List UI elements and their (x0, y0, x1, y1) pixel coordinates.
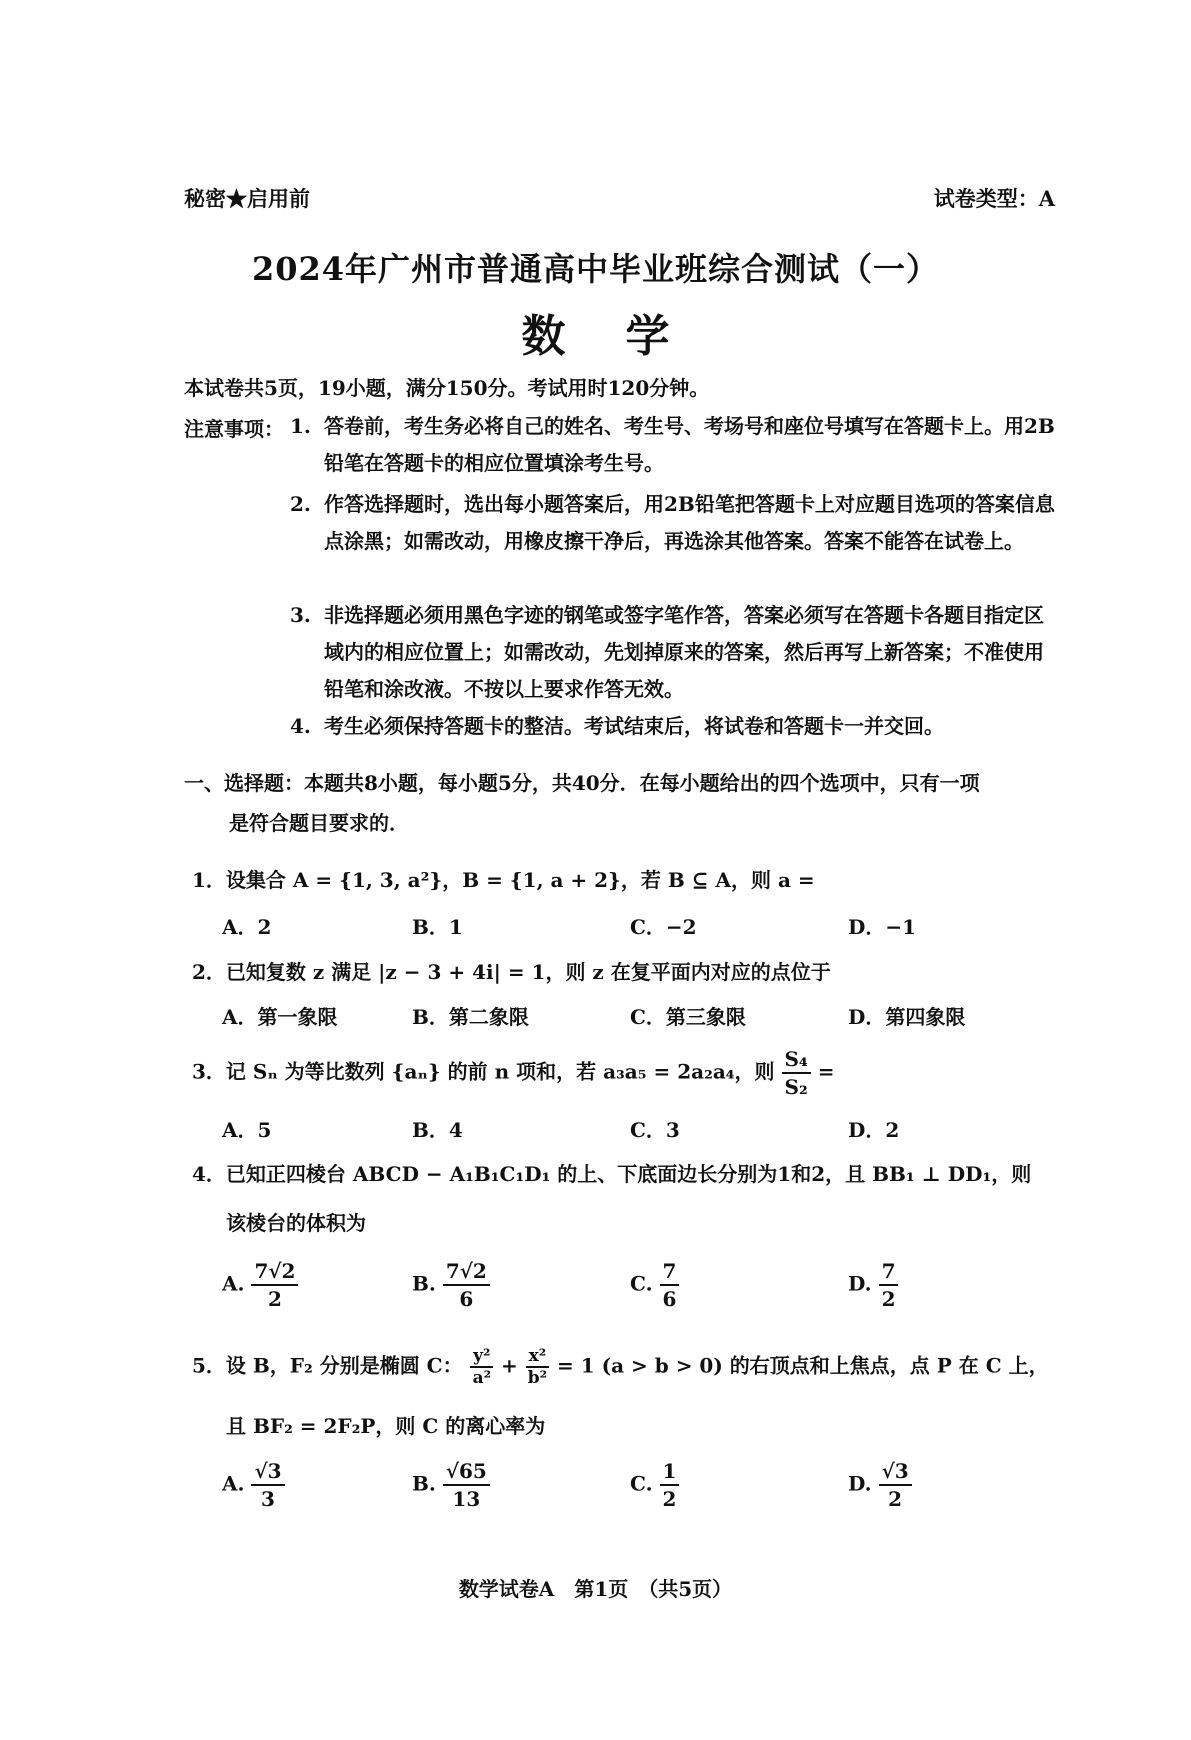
fraction-numerator: x² (526, 1346, 550, 1368)
q1-option-c: C．−2 (630, 915, 697, 939)
option-label: C. (630, 1271, 653, 1296)
q3-ratio-fraction (782, 1046, 811, 1100)
option-label: D. (848, 1471, 872, 1496)
q1-option-a: A．2 (222, 915, 272, 939)
q3-option-a: A．5 (222, 1118, 272, 1142)
notice-number: 1. (290, 414, 311, 438)
notice-text: 作答选择题时，选出每小题答案后，用2B铅笔把答题卡上对应题目选项的答案信息点涂黑；如需改动，用橡皮擦干净后，再选涂其他答案。答案不能答在试卷上。 (324, 492, 1055, 553)
question-5-stem-b: = 1 (a > b > 0) 的右顶点和上焦点，点 P 在 C 上， (557, 1353, 1049, 1378)
section-head-continuation: 是符合题目要求的． (229, 811, 409, 835)
q4-option-d (848, 1258, 898, 1312)
q4-option-a (222, 1258, 298, 1312)
option-fraction (879, 1458, 912, 1512)
fraction-denominator: a² (472, 1368, 492, 1388)
q2-option-a: A．第一象限 (222, 1005, 338, 1029)
q5-option-d (848, 1458, 912, 1512)
notice-number: 4. (290, 714, 311, 738)
option-label: D. (848, 1271, 872, 1296)
q1-option-d: D．−1 (848, 915, 917, 939)
fraction-numerator: √3 (251, 1458, 284, 1486)
q2-option-b: B．第二象限 (412, 1005, 529, 1029)
option-fraction (660, 1458, 680, 1512)
question-3-stem: 3．记 Sₙ 为等比数列 {aₙ} 的前 n 项和，若 a₃a₅ = 2a₂a₄，则 (192, 1059, 775, 1084)
ellipse-term-x (525, 1346, 550, 1388)
subject-title: 数学 (521, 311, 730, 362)
fraction-denominator: 6 (662, 1287, 677, 1311)
option-fraction (660, 1258, 680, 1312)
notice-item (290, 486, 1060, 560)
ellipse-term-y (470, 1346, 494, 1388)
question-5-stem-a: 5．设 B，F₂ 分别是椭圆 C： (192, 1353, 463, 1378)
fraction-numerator: y² (470, 1346, 493, 1368)
fraction-denominator: 6 (459, 1287, 474, 1311)
fraction-denominator: 2 (881, 1287, 896, 1311)
question-3-tail: = (817, 1059, 835, 1084)
q5-option-b (412, 1458, 490, 1512)
option-fraction (879, 1258, 899, 1312)
q3-option-b: B．4 (412, 1118, 463, 1142)
paper-type-label: 试卷类型：A (933, 186, 1055, 211)
fraction-numerator: 7√2 (443, 1258, 490, 1286)
question-4-continuation: 该棱台的体积为 (226, 1211, 366, 1235)
fraction-numerator: S₄ (782, 1046, 811, 1074)
notice-number: 3. (290, 603, 311, 627)
fraction-denominator: b² (527, 1368, 548, 1388)
question-4-stem: 4．已知正四棱台 ABCD − A₁B₁C₁D₁ 的上、下底面边长分别为1和2，且 BB₁ ⊥ DD₁，则 (192, 1162, 1032, 1186)
notice-number: 2. (290, 492, 311, 516)
option-fraction (443, 1458, 490, 1512)
notice-item (290, 408, 1060, 482)
fraction-numerator: √65 (443, 1458, 490, 1486)
option-fraction (251, 1458, 284, 1512)
fraction-denominator: S₂ (784, 1075, 808, 1099)
fraction-numerator: 7 (660, 1258, 680, 1286)
page-footer: 数学试卷A 第1页 （共5页） (458, 1577, 733, 1601)
confidential-label: 秘密★启用前 (184, 186, 310, 211)
fraction-numerator: 7 (879, 1258, 899, 1286)
notice-text: 非选择题必须用黑色字迹的钢笔或签字笔作答，答案必须写在答题卡各题目指定区域内的相应位置上；如需改动，先划掉原来的答案，然后再写上新答案；不准使用铅笔和涂改液。不按以上要求作答无效。 (324, 603, 1044, 701)
question-5-continuation: 且 BF₂ = 2F₂P，则 C 的离心率为 (226, 1414, 546, 1438)
fraction-denominator: 2 (662, 1487, 677, 1511)
fraction-denominator: 2 (267, 1287, 282, 1311)
option-label: C. (630, 1471, 653, 1496)
section-heading (184, 763, 1064, 843)
section-head-text: 一、选择题：本题共8小题，每小题5分，共40分．在每小题给出的四个选项中，只有一项 (184, 771, 980, 795)
fraction-denominator: 13 (452, 1487, 481, 1511)
fraction-numerator: √3 (879, 1458, 912, 1486)
q4-option-c (630, 1258, 679, 1312)
notice-text: 考生必须保持答题卡的整洁。考试结束后，将试卷和答题卡一并交回。 (324, 714, 944, 738)
fraction-numerator: 7√2 (251, 1258, 298, 1286)
notice-item (290, 597, 1060, 708)
question-3 (192, 1046, 834, 1100)
option-label: A. (222, 1471, 245, 1496)
q5-option-c (630, 1458, 679, 1512)
q5-option-a (222, 1458, 285, 1512)
question-1-stem: 1．设集合 A = {1, 3, a²}，B = {1, a + 2}，若 B ⊆ A，则 a = (192, 868, 815, 892)
fraction-numerator: 1 (660, 1458, 680, 1486)
notice-text: 答卷前，考生务必将自己的姓名、考生号、考场号和座位号填写在答题卡上。用2B铅笔在答题卡的相应位置填涂考生号。 (324, 414, 1055, 475)
exam-intro: 本试卷共5页，19小题，满分150分。考试用时120分钟。 (184, 376, 710, 400)
exam-title: 2024年广州市普通高中毕业班综合测试（一） (251, 250, 940, 288)
fraction-denominator: 2 (888, 1487, 903, 1511)
fraction-denominator: 3 (261, 1487, 275, 1511)
q3-option-c: C．3 (630, 1118, 680, 1142)
q4-option-b (412, 1258, 490, 1312)
question-2-stem: 2．已知复数 z 满足 |z − 3 + 4i| = 1，则 z 在复平面内对应的点位于 (192, 960, 831, 984)
option-fraction (443, 1258, 490, 1312)
question-5 (192, 1346, 1049, 1388)
option-label: B. (412, 1271, 436, 1296)
option-fraction (251, 1258, 298, 1312)
q1-option-b: B．1 (412, 915, 463, 939)
notice-item (290, 708, 1060, 745)
plus-sign: + (501, 1353, 518, 1378)
q2-option-d: D．第四象限 (848, 1005, 966, 1029)
q3-option-d: D．2 (848, 1118, 900, 1142)
option-label: A. (222, 1271, 245, 1296)
notice-label: 注意事项： (184, 417, 284, 441)
option-label: B. (412, 1471, 436, 1496)
q2-option-c: C．第三象限 (630, 1005, 746, 1029)
